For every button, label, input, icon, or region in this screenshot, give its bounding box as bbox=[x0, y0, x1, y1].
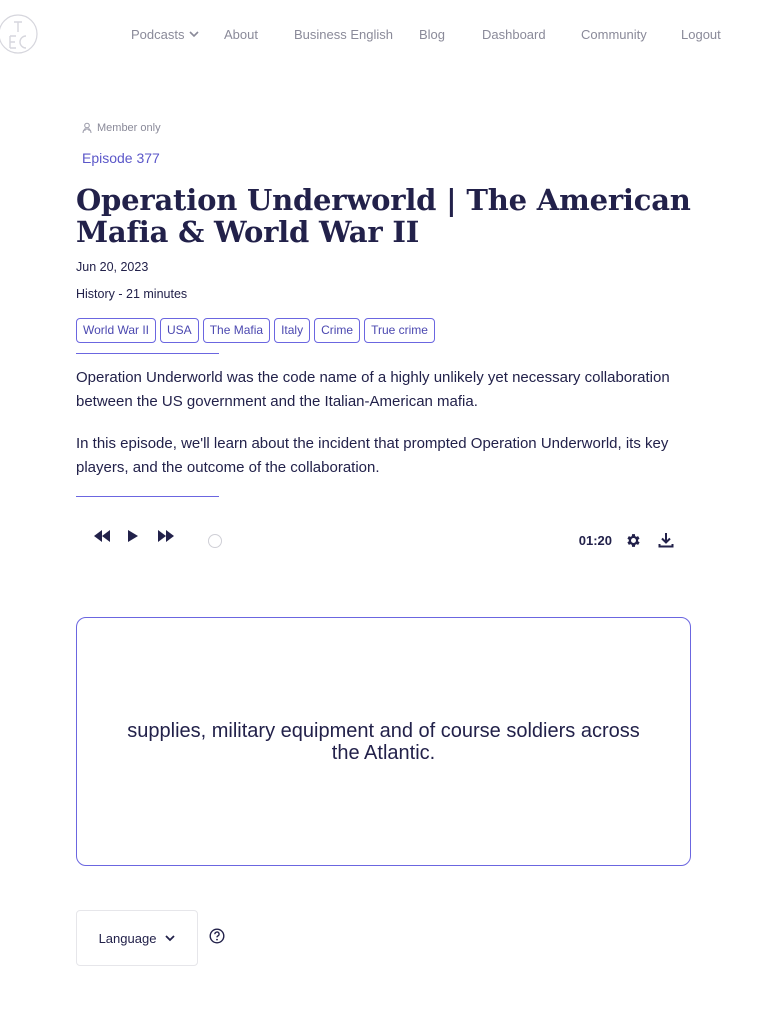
nav-item-podcasts[interactable] bbox=[131, 24, 224, 44]
tag-crime[interactable]: Crime bbox=[314, 318, 360, 343]
logo-emblem-icon bbox=[0, 14, 40, 54]
nav-item-label: Logout bbox=[681, 26, 721, 42]
episode-main bbox=[76, 118, 692, 966]
chevron-down-icon bbox=[165, 935, 175, 942]
nav-item-label: Blog bbox=[419, 26, 446, 42]
tag-world-war-ii[interactable]: World War II bbox=[76, 318, 156, 343]
download-icon bbox=[658, 532, 674, 548]
transcript-text: supplies, military equipment and of course soldiers across the Atlantic. bbox=[127, 719, 640, 764]
divider bbox=[76, 496, 219, 497]
nav-item-dashboard[interactable] bbox=[482, 24, 581, 44]
help-button[interactable] bbox=[209, 928, 225, 944]
nav-item-label: Podcasts bbox=[131, 26, 185, 42]
playback-time: 01:20 bbox=[578, 533, 612, 548]
audio-player bbox=[76, 525, 692, 555]
play-icon bbox=[127, 529, 139, 543]
settings-button[interactable] bbox=[625, 532, 642, 549]
chevron-down-icon bbox=[189, 31, 199, 38]
episode-date: Jun 20, 2023 bbox=[76, 260, 149, 274]
description-paragraph: Operation Underworld was the code name of a highly unlikely yet necessary collaboration between the US government and the Italian-American mafia. bbox=[76, 369, 670, 410]
divider bbox=[76, 353, 219, 354]
nav-item-community[interactable] bbox=[581, 24, 681, 44]
episode-number: Episode 377 bbox=[82, 150, 160, 166]
nav-item-label: Community bbox=[581, 26, 647, 42]
question-circle-icon bbox=[209, 928, 225, 944]
nav-item-label: Business English bbox=[294, 26, 393, 42]
site-header bbox=[0, 0, 768, 70]
nav-item-about[interactable] bbox=[224, 24, 294, 44]
episode-tags bbox=[76, 318, 692, 343]
nav-item-label: About bbox=[224, 26, 258, 42]
rewind-button[interactable] bbox=[92, 529, 112, 543]
episode-title: Operation Underworld | The American Mafia & World War II bbox=[76, 183, 691, 249]
tag-the-mafia[interactable]: The Mafia bbox=[203, 318, 270, 343]
tag-true-crime[interactable]: True crime bbox=[364, 318, 435, 343]
play-button[interactable] bbox=[127, 529, 139, 543]
transcript-panel bbox=[76, 617, 691, 866]
member-only-badge bbox=[81, 118, 692, 138]
nav-item-business-english[interactable] bbox=[294, 24, 419, 44]
language-label: Language bbox=[98, 930, 157, 946]
nav-item-logout[interactable] bbox=[681, 24, 721, 44]
rewind-icon bbox=[92, 529, 112, 543]
member-icon bbox=[81, 122, 93, 134]
fast-forward-icon bbox=[156, 529, 176, 543]
episode-description bbox=[76, 366, 692, 480]
member-only-label: Member only bbox=[97, 122, 161, 134]
nav-item-blog[interactable] bbox=[419, 24, 482, 44]
download-button[interactable] bbox=[658, 532, 674, 548]
tag-usa[interactable]: USA bbox=[160, 318, 199, 343]
tag-italy[interactable]: Italy bbox=[274, 318, 310, 343]
loading-spinner-icon bbox=[208, 534, 222, 548]
main-nav bbox=[131, 24, 721, 44]
description-paragraph: In this episode, we'll learn about the incident that prompted Operation Underworld, its key players, and the outcome of the collaboration. bbox=[76, 435, 669, 476]
gear-icon bbox=[625, 532, 642, 549]
site-logo[interactable] bbox=[0, 14, 40, 54]
episode-meta: History - 21 minutes bbox=[76, 287, 188, 301]
language-select[interactable] bbox=[76, 910, 198, 966]
nav-item-label: Dashboard bbox=[482, 26, 546, 42]
language-row bbox=[76, 910, 692, 966]
fast-forward-button[interactable] bbox=[156, 529, 176, 543]
